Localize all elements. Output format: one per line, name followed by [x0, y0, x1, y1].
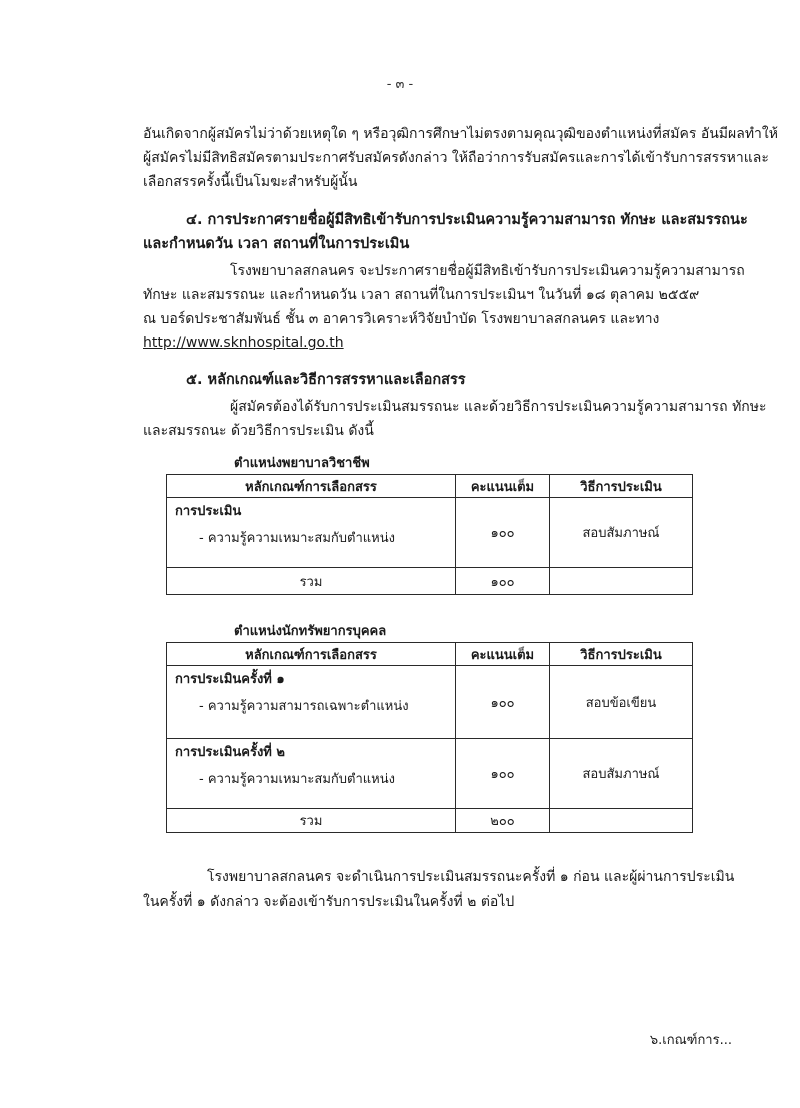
table1-method: สอบสัมภาษณ์: [550, 498, 693, 568]
table2-criteria-cell-2: [167, 739, 456, 809]
section5-heading: ๕. หลักเกณฑ์และวิธีการสรรหาและเลือกสรร: [186, 372, 466, 388]
table2-header-method: วิธีการประเมิน: [550, 643, 693, 666]
table2-section2-method: สอบสัมภาษณ์: [550, 739, 693, 809]
table2-caption: ตำแหน่งนักทรัพยากรบุคคล: [234, 624, 387, 639]
table1-header-criteria: หลักเกณฑ์การเลือกสรร: [167, 475, 456, 498]
table1-item: - ความรู้ความเหมาะสมกับตำแหน่ง: [199, 531, 395, 546]
section4-body-1: โรงพยาบาลสกลนคร จะประกาศรายชื่อผู้มีสิทธิเข้ารับการประเมินความรู้ความสามารถ: [230, 263, 745, 279]
table-row: [167, 498, 693, 568]
table1-total-row: [167, 568, 693, 595]
page-number: - ๓ -: [386, 77, 414, 92]
table1-criteria-cell: [167, 498, 456, 568]
table2-total-empty: [550, 809, 693, 833]
section4-body-3: ณ บอร์ดประชาสัมพันธ์ ชั้น ๓ อาคารวิเคราะห์วิจัยบำบัด โรงพยาบาลสกลนคร และทาง: [143, 311, 660, 327]
table1-header-method: วิธีการประเมิน: [550, 475, 693, 498]
table2-section2-score: ๑๐๐: [456, 739, 550, 809]
table2: [166, 642, 693, 833]
table2-section1-score: ๑๐๐: [456, 666, 550, 739]
table1-caption: ตำแหน่งพยาบาลวิชาชีพ: [234, 456, 370, 471]
table-row: [167, 739, 693, 809]
section5-body-2: และสมรรถนะ ด้วยวิธีการประเมิน ดังนี้: [143, 423, 374, 439]
section4-heading-2: และกำหนดวัน เวลา สถานที่ในการประเมิน: [143, 236, 410, 252]
next-page-reference: ๖.เกณฑ์การ...: [649, 1033, 732, 1048]
section4-body-2: ทักษะ และสมรรถนะ และกำหนดวัน เวลา สถานที่ในการประเมินฯ ในวันที่ ๑๘ ตุลาคม ๒๕๕๙: [143, 287, 700, 303]
table1-total-empty: [550, 568, 693, 595]
table1-header-score: คะแนนเต็ม: [456, 475, 550, 498]
table1-score: ๑๐๐: [456, 498, 550, 568]
table2-header-score: คะแนนเต็ม: [456, 643, 550, 666]
intro-line-2: ผู้สมัครไม่มีสิทธิสมัครตามประกาศรับสมัครดังกล่าว ให้ถือว่าการรับสมัครและการได้เข้ารับการสรรหาและ: [143, 150, 769, 166]
table1-total-score: ๑๐๐: [456, 568, 550, 595]
table1-header-row: [167, 475, 693, 498]
table-row: [167, 666, 693, 739]
table2-header-row: [167, 643, 693, 666]
table1: [166, 474, 693, 595]
table2-section2-title: การประเมินครั้งที่ ๒: [175, 745, 285, 760]
table2-section1-item: - ความรู้ความสามารถเฉพาะตำแหน่ง: [199, 699, 409, 714]
table2-total-row: [167, 809, 693, 833]
intro-line-1: อันเกิดจากผู้สมัครไม่ว่าด้วยเหตุใด ๆ หรือวุฒิการศึกษาไม่ตรงตามคุณวุฒิของตำแหน่งที่สมัคร อันมีผลทำให้: [143, 126, 778, 142]
section4-heading-1: ๔. การประกาศรายชื่อผู้มีสิทธิเข้ารับการประเมินความรู้ความสามารถ ทักษะ และสมรรถนะ: [186, 212, 748, 228]
table1-section-title: การประเมิน: [175, 504, 242, 519]
intro-line-3: เลือกสรรครั้งนี้เป็นโมฆะสำหรับผู้นั้น: [143, 174, 358, 190]
table2-total-label: รวม: [167, 809, 456, 833]
closing-line-2: ในครั้งที่ ๑ ดังกล่าว จะต้องเข้ารับการประเมินในครั้งที่ ๒ ต่อไป: [143, 894, 515, 910]
table2-criteria-cell-1: [167, 666, 456, 739]
table2-section1-title: การประเมินครั้งที่ ๑: [175, 672, 285, 687]
table2-section2-item: - ความรู้ความเหมาะสมกับตำแหน่ง: [199, 772, 395, 787]
table2-section1-method: สอบข้อเขียน: [550, 666, 693, 739]
table1-total-label: รวม: [167, 568, 456, 595]
table2-header-criteria: หลักเกณฑ์การเลือกสรร: [167, 643, 456, 666]
table2-total-score: ๒๐๐: [456, 809, 550, 833]
hospital-website-link[interactable]: http://www.sknhospital.go.th: [143, 335, 344, 351]
closing-line-1: โรงพยาบาลสกลนคร จะดำเนินการประเมินสมรรถนะครั้งที่ ๑ ก่อน และผู้ผ่านการประเมิน: [207, 869, 735, 885]
section5-body-1: ผู้สมัครต้องได้รับการประเมินสมรรถนะ และด้วยวิธีการประเมินความรู้ความสามารถ ทักษะ: [230, 399, 767, 415]
